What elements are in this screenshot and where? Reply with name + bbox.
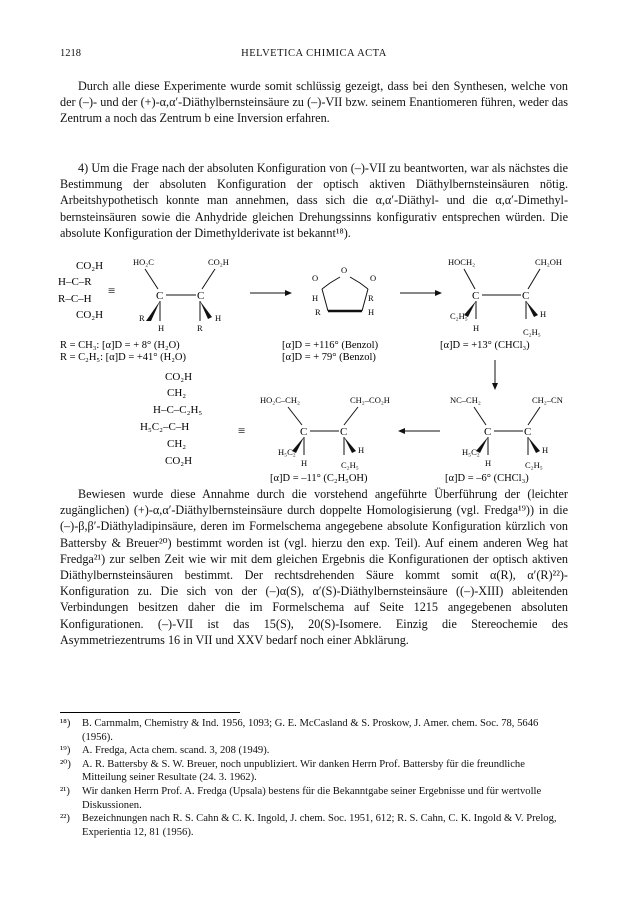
footnote-text: Bezeichnungen nach R. S. Cahn & C. K. Ingold, J. chem. Soc. 1951, 612; R. S. Cahn, C. K. Ingold & V. Prelog, Experientia 12, 81 (1956). [82, 813, 557, 838]
rotation-value: [α]D = –11° (C₂H₅OH) [270, 473, 368, 484]
paragraph-text: Durch alle diese Experimente wurde somit schlüssig gezeigt, dass bei den Synthesen, welche von der (–)- und der (+)-α,α′-Diäthylbernsteinsäure zu (–)-VII bzw. seinem Enantiomeren führen, weder das Zentrum a noch das Zentrum b eine Inversion erfahren. [60, 79, 568, 126]
carbon-atom: C [300, 426, 308, 438]
bond [528, 407, 540, 425]
carbon-atom: C [472, 290, 480, 302]
substituent: CH₂–CO₂H [350, 395, 390, 405]
footnote-text: B. Carnmalm, Chemistry & Ind. 1956, 1093; G. E. McCasland & S. Proskow, J. Amer. chem. Soc. 78, 5646 (1956). [82, 718, 539, 743]
substituent: H [542, 445, 549, 455]
substituent: NC–CH₂ [450, 395, 481, 405]
substituent: R [139, 313, 145, 323]
bond [288, 407, 302, 425]
footnotes [60, 717, 568, 839]
substituent: R [197, 323, 203, 333]
bond [322, 289, 328, 311]
carbon-atom: C [156, 290, 164, 302]
arrow-head [435, 290, 442, 296]
footnote [60, 717, 568, 744]
footnote-text: Wir danken Herrn Prof. A. Fredga (Upsala) bestens für die Bekanntgabe seiner Ergebnisse und für wertvolle Diskussionen. [82, 785, 542, 811]
rotation-values-bottom [270, 473, 529, 484]
carbon-atom: C [484, 426, 492, 438]
substituent: CO₂H [208, 257, 229, 267]
footnote [60, 785, 568, 812]
substituent: C₂H₅ [341, 460, 359, 470]
ring-oxygen: O [341, 265, 348, 275]
footnote-number: ²⁰) [60, 758, 71, 770]
footnote-text: A. Fredga, Acta chem. scand. 3, 208 (1949). [82, 745, 270, 757]
paragraph-3 [60, 486, 568, 648]
structure-diacid [133, 257, 229, 333]
fischer-label: H₅C₂–C–H [140, 421, 190, 433]
journal-title: HELVETICA CHIMICA ACTA [241, 48, 387, 59]
carbon-atom: C [197, 290, 205, 302]
rotation-values-top [60, 340, 530, 363]
footnote-number: ²¹) [60, 785, 70, 797]
footnote-number: ¹⁹) [60, 745, 71, 757]
paragraph-text: 4) Um die Frage nach der absoluten Konfiguration von (–)-VII zu beantworten, war als nächstes die Bestimmung der absoluten Konfiguration der optisch aktiven Diäthylbernsteinsäuren nötig. Arbeitshypothetisch konnte man annehmen, dass sich die α,α′-Diäthyl- und die α,α′-Dimethyl-bernsteinsäuren sowie die Anhydride gleichen Drehungssinns konfigurativ entsprechen würden. Die absolute Konfiguration der Dimethylderivate ist bekannt¹⁸). [60, 161, 568, 240]
structure-diol [448, 257, 562, 337]
carbonyl-oxygen: O [370, 273, 377, 283]
substituent: C₂H₅ [450, 311, 468, 321]
substituent: R [315, 307, 321, 317]
substituent: H [312, 293, 319, 303]
bond [322, 277, 340, 289]
rotation-value: [α]D = +13° (CHCl₃) [440, 340, 530, 351]
footnote-number: ¹⁸) [60, 718, 71, 729]
substituent: HOCH₂ [448, 257, 476, 267]
carbon-atom: C [524, 426, 532, 438]
substituent: H [540, 309, 547, 319]
bond [344, 407, 358, 425]
wedge-bond [146, 301, 160, 321]
substituent: H₅C₂ [278, 447, 296, 457]
reaction-scheme [50, 255, 580, 485]
footnote-number: ²²) [60, 813, 70, 825]
carbon-atom: C [522, 290, 530, 302]
substituent: CH₂–CN [532, 395, 563, 405]
substituent: R [368, 293, 374, 303]
arrow-head [285, 290, 292, 296]
footnote-text: A. R. Battersby & S. W. Breuer, noch unpubliziert. Wir danken Herrn Prof. Battersby für die freundliche Mitteilung seiner Resultate (24. 3. 1962). [82, 758, 525, 784]
substituent: H [473, 323, 480, 333]
structure-adipic-acid [260, 395, 390, 470]
substituent: H [158, 323, 165, 333]
substituent: H [358, 445, 365, 455]
arrow-head [398, 428, 405, 434]
footnote [60, 758, 568, 785]
rotation-value: R = CH₃: [α]D = + 8° (H₂O) [60, 340, 180, 351]
bond [464, 269, 475, 289]
fischer-label: CO₂H [76, 309, 104, 321]
substituent: HO₂C [133, 257, 154, 267]
wedge-bond [526, 301, 538, 317]
page-number: 1218 [60, 48, 81, 59]
rotation-value: R = C₂H₅: [α]D = +41° (H₂O) [60, 352, 186, 363]
substituent: H [301, 458, 308, 468]
footnote [60, 812, 568, 839]
fischer-label: H–C–C₂H₅ [153, 404, 203, 416]
fischer-label: CH₂ [167, 387, 187, 399]
substituent: C₂H₅ [523, 327, 541, 337]
fischer-label: H–C–R [58, 276, 92, 288]
fischer-projection-bottom [140, 371, 245, 467]
bond [350, 277, 368, 289]
arrow-head [492, 383, 498, 390]
equivalence-sign: ≡ [108, 283, 116, 298]
bond [202, 269, 215, 289]
structure-dinitrile [450, 395, 563, 470]
fischer-projection-top [58, 260, 115, 321]
equivalence-sign: ≡ [238, 423, 246, 438]
substituent: HO₂C–CH₂ [260, 395, 300, 405]
fischer-label: CO₂H [165, 455, 193, 467]
wedge-bond [344, 437, 356, 453]
scheme-svg [50, 255, 580, 485]
paragraph-1 [60, 78, 568, 127]
running-header [60, 48, 568, 62]
bond [528, 269, 540, 289]
paragraph-text: Bewiesen wurde diese Annahme durch die vorstehend angeführte Überführung der (leichter zugänglichen) (+)-α,α′-Diäthylbernsteinsäure durch doppelte Homologisierung (vgl. Fredga¹⁹)) in die (–)-β,β′-Diäthyladipinsäure, deren im Formelschema angegebene absolute Konfiguration kürzlich von Battersby & Breuer²⁰) bestimmt worden ist (vgl. hierzu den exp. Teil). Auf einem anderen Weg hat Fredga²¹) zur selben Zeit wie wir mit dem gleichen Ergebnis die Konfigurationen der optisch aktiven Diäthylbernsteinsäuren bestimmt. Der rechtsdrehenden Säure kommt somit α(R), α′(R)²²)-Konfiguration zu. Die sich von der (–)α(S), α′(S)-Diäthylbernsteinsäure ((–)-XIII) ableitenden Verbindungen besitzen daher die im Formelschema auf Seite 1215 angegebenen absoluten Konfigurationen. (–)-VII ist das 15(S), 20(S)-Isomere. Einzig die Stereochemie des Asymmetriezentrums 16 in VII und XXV bedarf noch einer Abklärung. [60, 487, 568, 647]
paragraph-2 [60, 160, 568, 241]
rotation-value: [α]D = + 79° (Benzol) [282, 352, 376, 363]
substituent: H [215, 313, 222, 323]
fischer-label: CO₂H [165, 371, 193, 383]
wedge-bond [200, 301, 212, 319]
rotation-value: [α]D = –6° (CHCl₃) [445, 473, 529, 484]
fischer-label: CO₂H [76, 260, 104, 272]
fischer-label: CH₂ [167, 438, 187, 450]
substituent: CH₂OH [535, 257, 563, 267]
carbonyl-oxygen: O [312, 273, 319, 283]
carbon-atom: C [340, 426, 348, 438]
substituent: C₂H₅ [525, 460, 543, 470]
bond [474, 407, 486, 425]
footnote [60, 744, 568, 758]
structure-anhydride [312, 265, 376, 317]
substituent: H₅C₂ [462, 447, 480, 457]
bond [145, 269, 158, 289]
wedge-bond [528, 437, 540, 453]
footnote-divider [60, 712, 240, 713]
fischer-label: R–C–H [58, 293, 92, 305]
substituent: H [368, 307, 375, 317]
substituent: H [485, 458, 492, 468]
rotation-value: [α]D = +116° (Benzol) [282, 340, 379, 351]
